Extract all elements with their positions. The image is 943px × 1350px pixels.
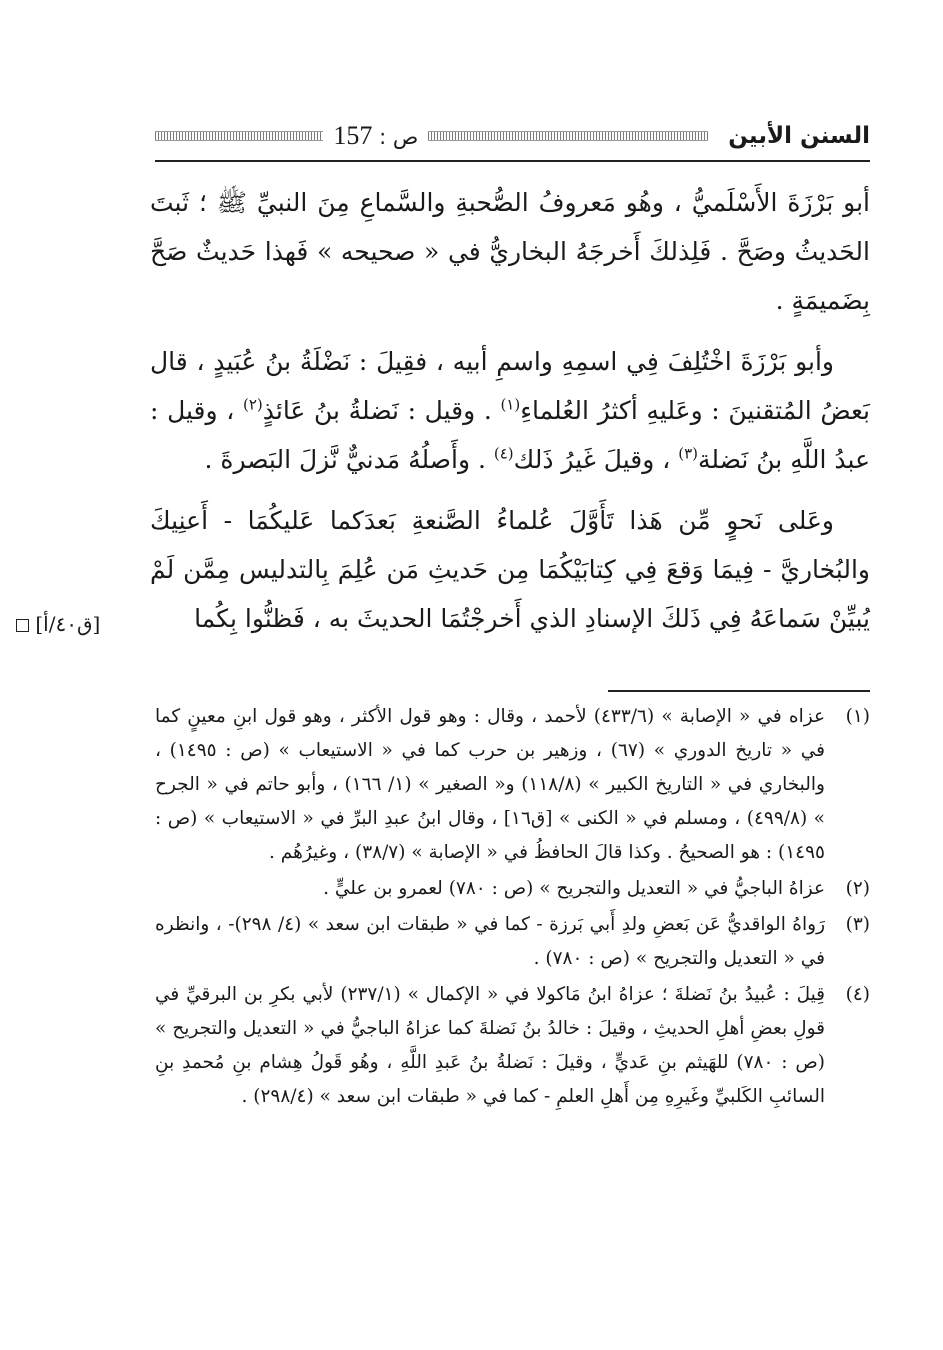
page-prefix: ص : [379,125,419,149]
footnote-ref: (٢) [242,395,263,414]
paragraph-segment: ، وقيلَ غَيرُ ذَلك [513,445,679,474]
paragraph: أبو بَرْزَةَ الأَسْلَميُّ ، وهُو مَعروفُ الصُّحبةِ والسَّماعِ مِنَ النبيِّ ﷺ ؛ ثَبتَ الحَديثُ وصَحَّ . فَلِذلكَ أَخرجَهُ البخاريُّ في « صحيحه » فَهذا حَديثٌ صَحَّ بِضَميمَةٍ . [150,188,870,315]
paragraph-segment: . وأَصلُهُ مَدنيٌّ نَّزلَ البَصرةَ . [204,445,494,474]
square-icon [16,619,29,632]
footnote-ref: (١) [500,395,521,414]
footnote [155,978,870,1114]
main-text [150,178,870,655]
footnote [155,908,870,976]
footnote-rule [608,690,870,692]
page-number-value: 157 [333,121,373,150]
paragraph [150,337,870,484]
folio-marker [12,612,152,636]
header-ornament [428,131,708,141]
footnote-text: رَواهُ الواقديُّ عَن بَعضِ ولدِ أَبي بَرزة - كما في « طبقات ابن سعد » (٤/ ٢٩٨)- ، وانظره في « التعديل والتجريح » (ص : ٧٨٠) . [155,914,826,969]
footnote-text: قِيلَ : عُبيدُ بنُ نَضلةَ ؛ عزاهُ ابنُ مَاكولا في « الإكمال » (٢٣٧/١) لأبي بكرِ بن البرقيِّ في قولِ بعضِ أهلِ الحديثِ ، وقيلَ : خالدُ بنُ نَضلةَ كما عزاهُ الباجيُّ في « التعديل والتجريح » (ص : ٧٨٠) للهَيثم بنِ عَديٍّ ، وقيلَ : نَضلةُ بنُ عَبدِ اللَّهِ ، وهُو قَولُ هِشام بنِ مُحمدِ بنِ السائبِ الكَلبيِّ وغَيرِهِ مِن أَهلِ العلمِ - كما في « طبقات ابن سعد » (٢٩٨/٤) . [155,984,826,1107]
footnote-text: عزاه في « الإصابة » (٤٣٣/٦) لأحمد ، وقال : وهو قول الأكثر ، وهو قول ابنِ معينٍ كما في « تاريخ الدوري » (٦٧) ، وزهير بن حرب كما في « الاستيعاب » (ص : ١٤٩٥) ، والبخاري في « التاريخ الكبير » (١١٨/٨) و« الصغير » (١/ ١٦٦) ، وأبو حاتم في « الجرح » (٤٩٩/٨) ، ومسلم في « الكنى » [ق١٦] ، وقال ابنُ عبدِ البرِّ في « الاستيعاب » (ص : ١٤٩٥) : هو الصحيحُ . وكذا قالَ الحافظُ في « الإصابة » (٣٨/٧) ، وغيرُهُم . [155,706,825,863]
header-ornament [155,131,323,141]
footnote-ref: (٣) [678,444,699,463]
running-header [155,118,870,154]
footnote-number: (٢) [845,878,870,899]
footnotes [155,700,870,1116]
paragraph-segment: ، وقيل : عبدُ اللَّهِ بنُ نَضلة [150,396,870,474]
footnote-number: (٤) [845,984,870,1005]
footnote-ref: (٤) [493,444,514,463]
paragraph-segment: . وقيل : نَضلةُ بنُ عَائذٍ [262,396,501,425]
footnote-number: (٣) [845,914,870,935]
header-rule [155,160,870,162]
manuscript-folio: [ق٤٠/أ] [35,612,101,636]
paragraph-segment: وأبو بَرْزَةَ اخْتُلِفَ فِي اسمِهِ واسمِ أبيه ، فقِيلَ : نَضْلَةُ بنُ عُبَيدٍ ، قال بَعضُ المُتقنينَ : وعَليهِ أكثرُ العُلماءِ [150,347,870,425]
book-title: السنن الأبين [728,123,870,149]
footnote [155,700,870,870]
footnote-text: عزاهُ الباجيُّ في « التعديل والتجريح » (ص : ٧٨٠) لعمرو بن عليٍّ . [323,878,825,899]
page-number [333,121,418,151]
footnote-number: (١) [845,706,870,727]
paragraph: وعَلى نَحوٍ مِّن هَذا تَأَوَّلَ عُلماءُ الصَّنعةِ بَعدَكما عَليكُمَا - أَعنِيكَ والبُخاريَّ - فِيمَا وَقعَ فِي كِتابَيْكُمَا مِن حَديثِ مَن عُلِمَ بِالتدليس مِمَّن لَمْ يُبيِّنْ سَماعَهُ فِي ذَلكَ الإسنادِ الذي أَخرجْتُمَا الحديثَ به ، فَظنُّوا بِكُما [150,506,870,633]
footnote [155,872,870,906]
